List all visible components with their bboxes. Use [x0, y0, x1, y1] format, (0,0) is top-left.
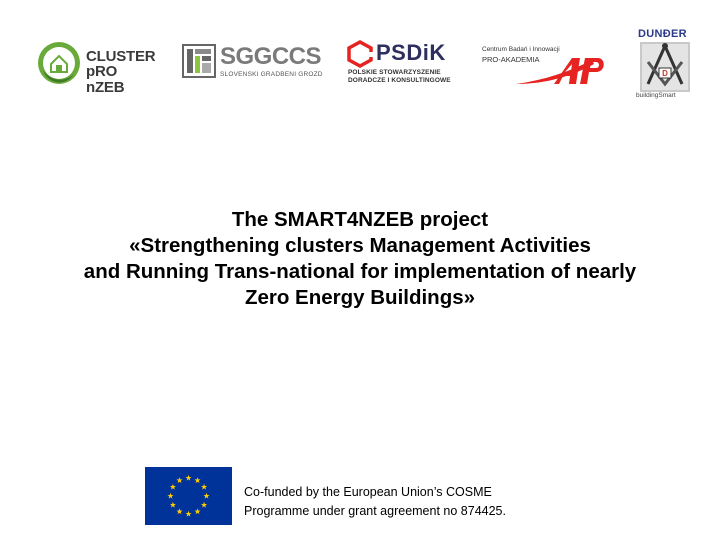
sggccs-logo — [182, 43, 323, 84]
dunder-logo — [634, 28, 698, 104]
sgg-logo-name: SGGCCS — [220, 43, 322, 70]
pro-akademia-line2: PRO-AKADEMIA — [482, 55, 540, 64]
funding-line-2: Programme under grant agreement no 874425. — [244, 504, 506, 518]
cluster-logo-line2: pRO nZEB — [86, 63, 125, 96]
cluster-logo-line1: CLUSTER — [86, 48, 156, 65]
house-leaf-icon — [36, 40, 82, 86]
cluster-pro-nzeb-logo — [36, 40, 156, 96]
building-blocks-icon — [182, 44, 216, 78]
project-title — [0, 207, 720, 311]
title-line-3: and Running Trans-national for implementation of nearly — [83, 260, 637, 283]
pro-akademia-line1: Centrum Badań i Innowacji — [482, 46, 560, 53]
sgg-logo-tagline: SLOVENSKI GRADBENI GROZD — [220, 71, 323, 78]
funding-line-1: Co-funded by the European Union’s COSME — [244, 485, 492, 499]
psdik-logo — [346, 40, 458, 88]
title-line-4: Zero Energy Buildings» — [244, 286, 476, 309]
ap-swoosh-icon — [514, 54, 606, 86]
title-line-1: The SMART4NZEB project — [231, 208, 489, 231]
title-line-2: «Strengthening clusters Management Activities — [129, 234, 591, 257]
pro-akademia-logo — [482, 46, 606, 86]
compass-square-icon — [638, 40, 692, 94]
psdik-logo-name: PSDiK — [376, 40, 446, 65]
dunder-logo-footer: buildingSmart — [636, 92, 676, 99]
hexagon-icon — [346, 40, 374, 68]
dunder-logo-name: DUNĐER — [638, 28, 687, 40]
psdik-logo-line1: POLSKIE STOWARZYSZENIE — [348, 69, 441, 76]
svg-text:D: D — [662, 69, 668, 78]
psdik-logo-line2: DORADCZE I KONSULTINGOWE — [348, 77, 451, 84]
funding-statement — [244, 483, 506, 521]
eu-flag-icon — [145, 467, 232, 525]
